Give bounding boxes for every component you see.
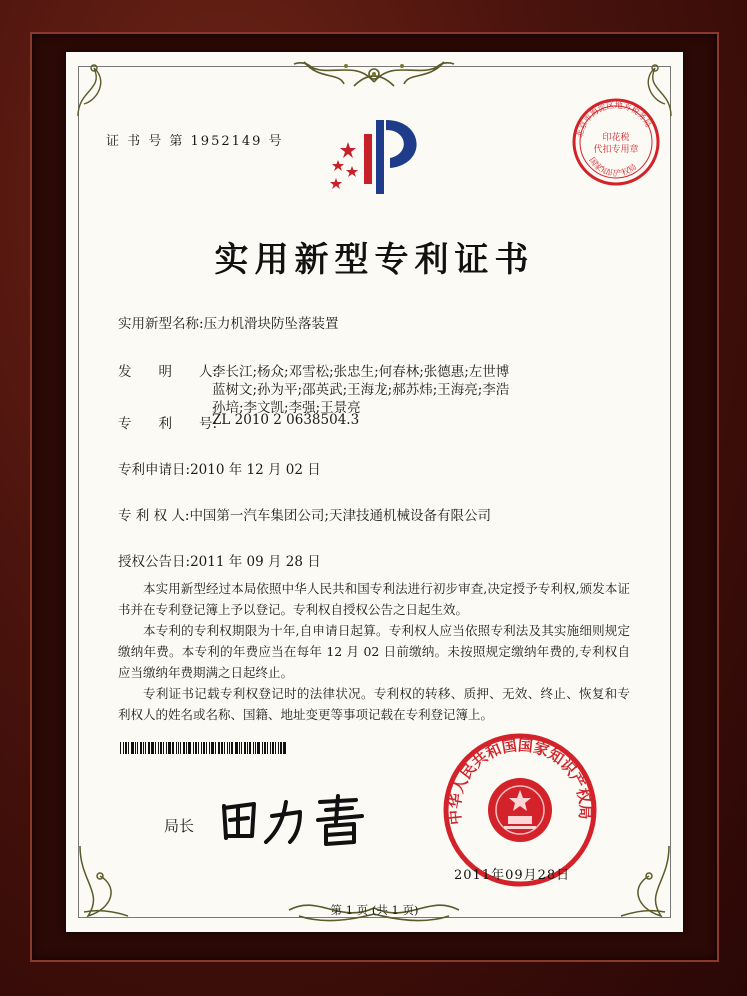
svg-text:中华人民共和国国家知识产权局: 中华人民共和国国家知识产权局 — [445, 736, 595, 826]
patentee-label: 专 利 权 人: — [118, 508, 190, 524]
body-paragraph: 本实用新型经过本局依照中华人民共和国专利法进行初步审查,决定授予专利权,颁发本证书并在专利登记簿上予以登记。专利权自授权公告之日起生效。 — [118, 581, 630, 617]
application-date-value: 2010 年 12 月 02 日 — [190, 462, 321, 478]
inventor-line: 李长江;杨众;邓雪松;张忠生;何春林;张德惠;左世博 — [212, 364, 510, 380]
tax-seal-icon — [570, 96, 662, 188]
patentee-value: 中国第一汽车集团公司;天津技通机械设备有限公司 — [189, 508, 491, 524]
utility-model-name-row — [118, 312, 339, 332]
grant-date-label: 授权公告日: — [118, 554, 191, 570]
certificate-title: 实用新型专利证书 — [214, 240, 535, 280]
svg-text:北京市海淀区地方税务局: 北京市海淀区地方税务局 — [575, 100, 654, 139]
utility-model-name-value: 压力机滑块防坠落装置 — [203, 316, 339, 332]
inventor-line: 蓝树文;孙为平;邵英武;王海龙;郝苏炜;王海亮;李浩 — [212, 382, 510, 398]
grant-date-row — [118, 550, 321, 570]
application-date-label: 专利申请日: — [118, 462, 191, 478]
body-paragraph: 专利证书记载专利权登记时的法律状况。专利权的转移、质押、无效、终止、恢复和专利权人的姓名或名称、国籍、地址变更等事项记载在专利登记簿上。 — [118, 686, 630, 722]
svg-text:代扣专用章: 代扣专用章 — [593, 145, 639, 155]
svg-text:国家知识产权局: 国家知识产权局 — [587, 155, 639, 179]
director-signature-icon — [216, 792, 376, 852]
application-date-row — [118, 458, 321, 478]
patentee-row — [118, 504, 491, 524]
inventor-line: 孙培;李文凯;李强;王景亮 — [212, 400, 361, 416]
page-footer: 第 1 页 (共 1 页) — [330, 903, 419, 917]
grant-date-value: 2011 年 09 月 28 日 — [190, 554, 321, 570]
corner-ornament-icon — [74, 60, 114, 120]
body-paragraph: 本专利的专利权期限为十年,自申请日起算。专利权人应当依照专利法及其实施细则规定缴纳年费。本专利的年费应当在每年 12 月 02 日前缴纳。未按照规定缴纳年费的,专利权自应当缴纳年费期满之日起终止。 — [118, 623, 630, 680]
director-label: 局长 — [164, 817, 195, 835]
svg-text:印花税: 印花税 — [602, 133, 630, 143]
utility-model-name-label: 实用新型名称: — [118, 316, 204, 332]
barcode-icon — [120, 742, 320, 754]
patent-number-label: 专 利 号: — [118, 416, 218, 432]
patent-number-value: ZL 2010 2 0638504.3 — [212, 412, 360, 428]
top-ornament-icon — [284, 52, 464, 92]
seal-date: 2011年09月28日 — [454, 868, 571, 883]
certificate-number: 证 书 号 第 1952149 号 — [106, 134, 284, 149]
inventor-label: 发 明 人: — [118, 364, 218, 380]
certificate-paper — [66, 52, 683, 932]
certificate-body — [118, 578, 630, 725]
sipo-logo-icon — [324, 114, 434, 200]
